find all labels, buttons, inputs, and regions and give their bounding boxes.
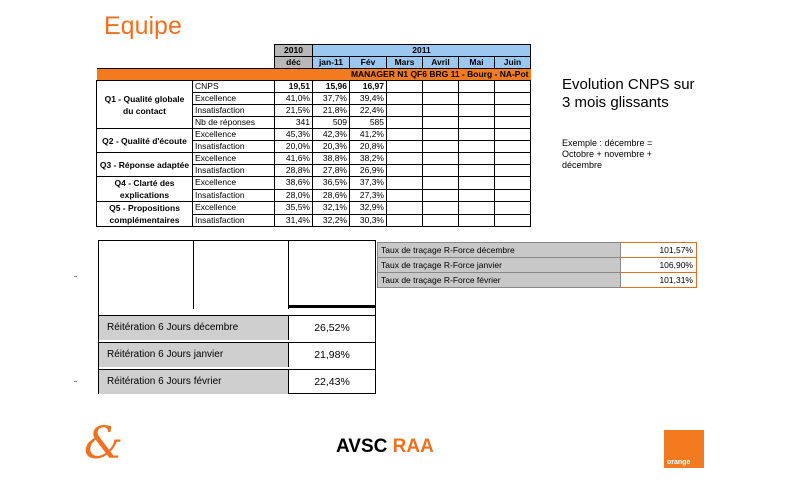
empty-cell xyxy=(423,153,459,165)
value-cell: 19,51 xyxy=(275,81,313,93)
empty-cell xyxy=(423,214,459,227)
value-cell: 32,9% xyxy=(350,202,387,215)
month-header: Fév xyxy=(350,57,387,69)
empty-cell xyxy=(459,129,495,141)
empty-cell xyxy=(423,129,459,141)
brand-ampersand-icon: & xyxy=(84,418,124,469)
empty-cell xyxy=(423,189,459,202)
empty-cell xyxy=(459,141,495,153)
empty-cell xyxy=(387,189,423,202)
value-cell: 37,7% xyxy=(313,93,350,105)
question-label: Q3 - Réponse adaptée xyxy=(97,153,193,177)
value-cell: 22,4% xyxy=(350,105,387,117)
value-cell: 26,9% xyxy=(350,165,387,177)
orange-logo-text: orange xyxy=(667,459,691,466)
value-cell: 38,8% xyxy=(313,153,350,165)
metric-label: Nb de réponses xyxy=(193,117,275,129)
month-header: Avril xyxy=(423,57,459,69)
empty-cell xyxy=(459,117,495,129)
empty-cell xyxy=(423,93,459,105)
empty-cell xyxy=(459,214,495,227)
footer-title xyxy=(336,436,434,458)
question-label: Q1 - Qualité globale du contact xyxy=(97,81,193,129)
year-2010-header: 2010 xyxy=(275,45,313,57)
empty-cell xyxy=(423,117,459,129)
year-2011-header: 2011 xyxy=(313,45,531,57)
taux-row xyxy=(378,258,697,273)
empty-cell xyxy=(423,177,459,190)
month-header: Juin xyxy=(495,57,531,69)
month-header: déc xyxy=(275,57,313,69)
empty-cell xyxy=(459,93,495,105)
orange-logo xyxy=(664,430,704,468)
value-cell: 42,3% xyxy=(313,129,350,141)
reiteration-row xyxy=(99,369,375,394)
question-label: Q5 - Propositions complémentaires xyxy=(97,202,193,227)
empty-cell xyxy=(495,153,531,165)
value-cell: 32,2% xyxy=(313,214,350,227)
empty-cell xyxy=(495,93,531,105)
value-cell: 21,8% xyxy=(313,105,350,117)
taux-value: 101,31% xyxy=(621,273,697,288)
value-cell: 20,3% xyxy=(313,141,350,153)
metric-label: Excellence xyxy=(193,177,275,190)
metric-label: Insatisfaction xyxy=(193,214,275,227)
footer-avsc: AVSC xyxy=(336,436,388,457)
value-cell: 31,4% xyxy=(275,214,313,227)
reiteration-row xyxy=(99,342,375,367)
empty-cell xyxy=(459,165,495,177)
reiteration-label: Réitération 6 Jours février xyxy=(99,370,289,394)
table-row xyxy=(97,129,531,141)
empty-cell xyxy=(387,177,423,190)
month-header-row xyxy=(97,57,531,69)
value-cell: 509 xyxy=(313,117,350,129)
metric-label: Excellence xyxy=(193,202,275,215)
value-cell: 38,2% xyxy=(350,153,387,165)
empty-cell xyxy=(495,141,531,153)
blank-cell xyxy=(97,57,275,69)
metric-label: Insatisfaction xyxy=(193,105,275,117)
empty-cell xyxy=(459,202,495,215)
empty-cell xyxy=(387,93,423,105)
taux-value: 106,90% xyxy=(621,258,697,273)
empty-cell xyxy=(387,141,423,153)
taux-label: Taux de traçage R-Force janvier xyxy=(378,258,621,273)
empty-cell xyxy=(387,165,423,177)
footer-raa: RAA xyxy=(392,436,434,457)
question-label: Q2 - Qualité d'écoute xyxy=(97,129,193,153)
value-cell: 32,1% xyxy=(313,202,350,215)
reiteration-value: 21,98% xyxy=(314,349,350,361)
value-cell: 30,3% xyxy=(350,214,387,227)
taux-value: 101,57% xyxy=(621,243,697,258)
taux-label: Taux de traçage R-Force décembre xyxy=(378,243,621,258)
example-note: Exemple : décembre = Octobre + novembre + décembre xyxy=(562,138,653,170)
month-header: Mai xyxy=(459,57,495,69)
table-row xyxy=(97,81,531,93)
empty-cell xyxy=(387,153,423,165)
empty-cell xyxy=(495,165,531,177)
metric-label: Excellence xyxy=(193,129,275,141)
metric-label: Insatisfaction xyxy=(193,141,275,153)
value-cell: 15,96 xyxy=(313,81,350,93)
value-cell: 41,6% xyxy=(275,153,313,165)
value-cell: 20,8% xyxy=(350,141,387,153)
cnps-table xyxy=(96,44,531,227)
reiteration-label: Réitération 6 Jours janvier xyxy=(99,343,289,367)
metric-label: Excellence xyxy=(193,93,275,105)
metric-label: Excellence xyxy=(193,153,275,165)
empty-cell xyxy=(459,81,495,93)
empty-cell xyxy=(387,105,423,117)
value-cell: 27,8% xyxy=(313,165,350,177)
reiteration-label: Réitération 6 Jours décembre xyxy=(99,316,289,340)
value-cell: 35,5% xyxy=(275,202,313,215)
year-header-row xyxy=(97,45,531,57)
question-label: Q4 - Clarté des explications xyxy=(97,177,193,202)
evolution-note: Evolution CNPS sur 3 mois glissants xyxy=(562,76,695,111)
taux-row xyxy=(378,273,697,288)
empty-cell xyxy=(423,202,459,215)
reiteration-value: 26,52% xyxy=(314,322,350,334)
value-cell: 27,3% xyxy=(350,189,387,202)
empty-cell xyxy=(495,129,531,141)
value-cell: 36,5% xyxy=(313,177,350,190)
month-header: Mars xyxy=(387,57,423,69)
value-cell: 41,0% xyxy=(275,93,313,105)
value-cell: 28,6% xyxy=(313,189,350,202)
value-cell: 341 xyxy=(275,117,313,129)
empty-cell xyxy=(459,177,495,190)
empty-cell xyxy=(423,81,459,93)
blank-cell xyxy=(97,45,275,57)
empty-cell xyxy=(459,189,495,202)
metric-label: CNPS xyxy=(193,81,275,93)
value-cell: 39,4% xyxy=(350,93,387,105)
metric-label: Insatisfaction xyxy=(193,165,275,177)
table-row xyxy=(97,202,531,215)
empty-cell xyxy=(495,81,531,93)
empty-cell xyxy=(495,177,531,190)
value-cell: 28,0% xyxy=(275,189,313,202)
table-row xyxy=(97,153,531,165)
reiteration-value: 22,43% xyxy=(314,376,350,388)
value-cell: 41,2% xyxy=(350,129,387,141)
empty-cell xyxy=(423,105,459,117)
value-cell: 16,97 xyxy=(350,81,387,93)
empty-cell xyxy=(495,214,531,227)
empty-cell xyxy=(495,189,531,202)
empty-cell xyxy=(387,81,423,93)
page-title: Equipe xyxy=(104,12,182,40)
taux-label: Taux de traçage R-Force février xyxy=(378,273,621,288)
empty-cell xyxy=(459,105,495,117)
manager-bar: MANAGER N1 QF6 BRG 11 - Bourg - NA-Pot xyxy=(97,69,531,81)
metric-label: Insatisfaction xyxy=(193,189,275,202)
empty-cell xyxy=(495,117,531,129)
reiteration-box xyxy=(98,240,376,394)
value-cell: 28,8% xyxy=(275,165,313,177)
empty-cell xyxy=(459,153,495,165)
empty-cell xyxy=(495,105,531,117)
empty-cell xyxy=(387,129,423,141)
empty-cell xyxy=(387,202,423,215)
value-cell: 38,6% xyxy=(275,177,313,190)
empty-cell xyxy=(423,141,459,153)
table-row xyxy=(97,177,531,190)
taux-table xyxy=(377,242,697,288)
empty-cell xyxy=(387,117,423,129)
reiteration-row xyxy=(99,315,375,340)
taux-row xyxy=(378,243,697,258)
empty-cell xyxy=(495,202,531,215)
month-header: jan-11 xyxy=(313,57,350,69)
value-cell: 585 xyxy=(350,117,387,129)
value-cell: 21,5% xyxy=(275,105,313,117)
manager-row xyxy=(97,69,531,81)
empty-cell xyxy=(387,214,423,227)
value-cell: 20,0% xyxy=(275,141,313,153)
empty-cell xyxy=(423,165,459,177)
value-cell: 37,3% xyxy=(350,177,387,190)
value-cell: 45,3% xyxy=(275,129,313,141)
